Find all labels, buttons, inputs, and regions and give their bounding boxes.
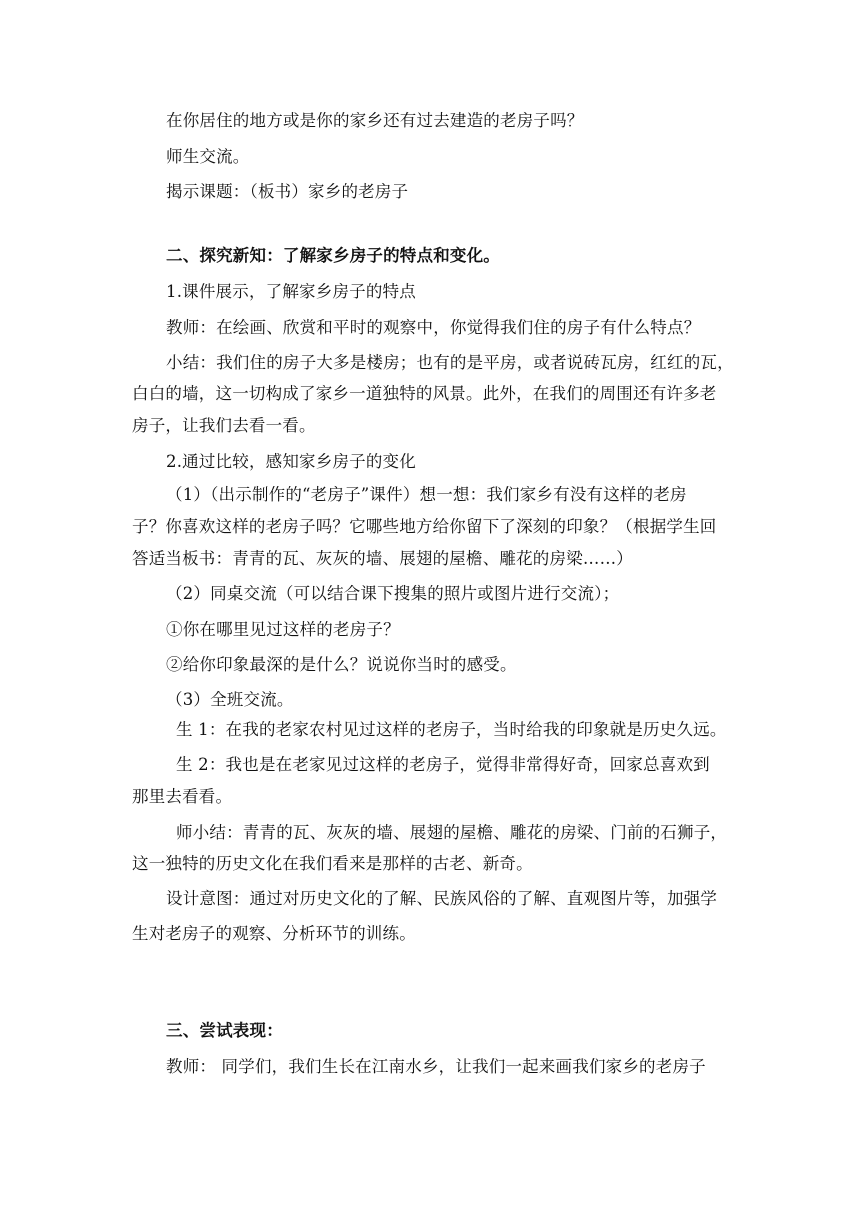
paragraph-line: （3）全班交流。 [166,690,294,709]
paragraph-line: 答适当板书：青青的瓦、灰灰的墙、展翅的屋檐、雕花的房梁……） [132,549,633,568]
paragraph-line: 子？你喜欢这样的老房子吗？它哪些地方给你留下了深刻的印象？（根据学生回 [132,517,717,536]
paragraph-line: 教师： 同学们，我们生长在江南水乡，让我们一起来画我们家乡的老房子 [166,1057,706,1076]
paragraph-line: 教师：在绘画、欣赏和平时的观察中，你觉得我们住的房子有什么特点？ [166,318,701,337]
paragraph-line: 生 2：我也是在老家见过这样的老房子，觉得非常得好奇，回家总喜欢到 [176,755,710,774]
paragraph-line: 白白的墙，这一切构成了家乡一道独特的风景。此外，在我们的周围还有许多老 [132,384,717,403]
paragraph-line: （2）同桌交流（可以结合课下搜集的照片或图片进行交流）； [166,584,620,603]
paragraph-line: 生 1：在我的老家农村见过这样的老房子，当时给我的印象就是历史久远。 [176,720,727,739]
paragraph-line: 生对老房子的观察、分析环节的训练。 [132,924,416,943]
paragraph-line: 房子，让我们去看一看。 [132,416,316,435]
list-item: ②给你印象最深的是什么？说说你当时的感受。 [166,655,517,674]
paragraph-line: 在你居住的地方或是你的家乡还有过去建造的老房子吗？ [166,111,584,130]
paragraph-line: 师生交流。 [166,147,250,166]
paragraph-line: 这一独特的历史文化在我们看来是那样的古老、新奇。 [132,854,533,873]
subsection-heading: 2.通过比较，感知家乡房子的变化 [166,452,416,471]
paragraph-line: 那里去看看。 [132,787,233,806]
paragraph-line: 小结：我们住的房子大多是楼房；也有的是平房，或者说砖瓦房，红红的瓦， [166,353,734,372]
section-heading: 三、尝试表现： [166,1021,283,1040]
list-item: ①你在哪里见过这样的老房子？ [166,620,400,639]
paragraph-line: 揭示课题：（板书）家乡的老房子 [166,182,409,201]
paragraph-line: （1）（出示制作的“老房子”课件）想一想：我们家乡有没有这样的老房 [166,485,687,504]
paragraph-line: 设计意图：通过对历史文化的了解、民族风俗的了解、直观图片等，加强学 [166,889,718,908]
subsection-heading: 1.课件展示，了解家乡房子的特点 [166,282,416,301]
paragraph-line: 师小结：青青的瓦、灰灰的墙、展翅的屋檐、雕花的房梁、门前的石狮子， [176,823,728,842]
section-heading: 二、探究新知：了解家乡房子的特点和变化。 [166,246,500,265]
